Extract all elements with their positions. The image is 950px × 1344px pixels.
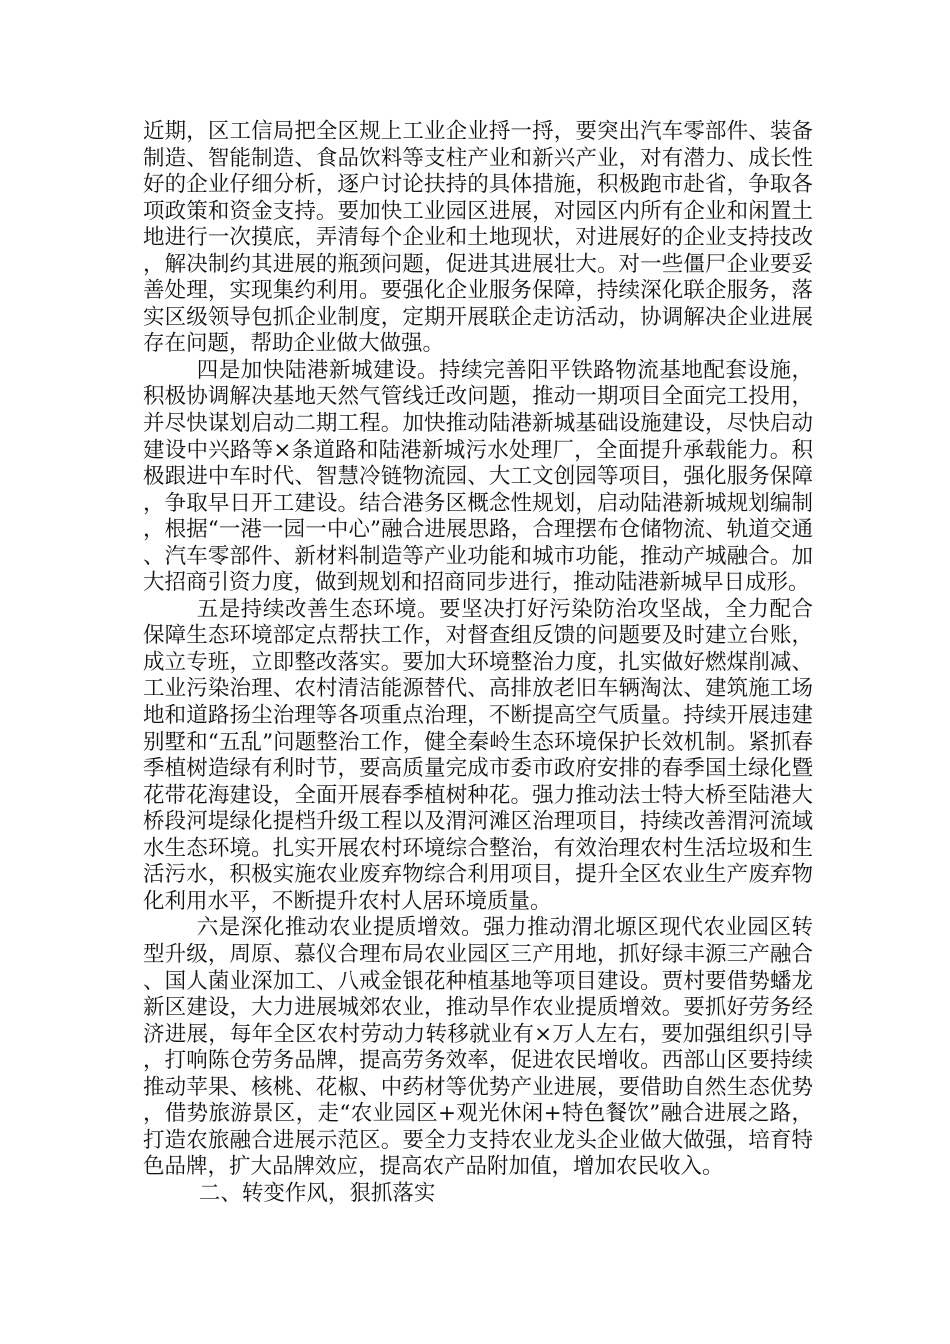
paragraph-land-port-new-city: 四是加快陆港新城建设。持续完善阳平铁路物流基地配套设施，积极协调解决基地天然气管线迁改问题，推动一期项目全面完工投用，并尽快谋划启动二期工程。加快推动陆港新城基础设施建设，尽快启动建设中兴路等×条道路和陆港新城污水处理厂，全面提升承载能力。积极跟进中车时代、智慧冷链物流园、大工文创园等项目，强化服务保障，争取早日开工建设。结合港务区概念性规划，启动陆港新城规划编制，根据“一港一园一中心”融合进展思路，合理摆布仓储物流、轨道交通、汽车零部件、新材料制造等产业功能和城市功能，推动产城融合。加大招商引资力度，做到规划和招商同步进行，推动陆港新城早日成形。 (143, 357, 813, 596)
paragraph-agriculture-upgrade: 六是深化推动农业提质增效。强力推动渭北塬区现代农业园区转型升级，周原、慕仪合理布局农业园区三产用地，抓好绿丰源三产融合、国人菌业深加工、八戒金银花种植基地等项目建设。贾村要借势蟠龙新区建设，大力进展城郊农业，推动旱作农业提质增效。要抓好劳务经济进展，每年全区农村劳动力转移就业有×万人左右，要加强组织引导，打响陈仓劳务品牌，提高劳务效率，促进农民增收。西部山区要持续推动苹果、核桃、花椒、中药材等优势产业进展，要借助自然生态优势，借势旅游景区，走“农业园区+观光休闲+特色餐饮”融合进展之路，打造农旅融合进展示范区。要全力支持农业龙头企业做大做强，培育特色品牌，扩大品牌效应，提高农产品附加值，增加农民收入。 (143, 915, 813, 1180)
document-body (143, 119, 813, 1207)
section-heading: 二、转变作风，狠抓落实 (198, 1180, 436, 1206)
paragraph-industrial-enterprises: 近期，区工信局把全区规上工业企业捋一捋，要突出汽车零部件、装备制造、智能制造、食品饮料等支柱产业和新兴产业，对有潜力、成长性好的企业仔细分析，逐户讨论扶持的具体措施，积极跑市赴省，争取各项政策和资金支持。要加快工业园区进展，对园区内所有企业和闲置土地进行一次摸底，弄清每个企业和土地现状，对进展好的企业支持技改，解决制约其进展的瓶颈问题，促进其进展壮大。对一些僵尸企业要妥善处理，实现集约利用。要强化企业服务保障，持续深化联企服务，落实区级领导包抓企业制度，定期开展联企走访活动，协调解决企业进展存在问题，帮助企业做大做强。 (143, 119, 813, 357)
paragraph-ecological-environment: 五是持续改善生态环境。要坚决打好污染防治攻坚战，全力配合保障生态环境部定点帮扶工作，对督查组反馈的问题要及时建立台账，成立专班，立即整改落实。要加大环境整治力度，扎实做好燃煤削减、工业污染治理、农村清洁能源替代、高排放老旧车辆淘汰、建筑施工场地和道路扬尘治理等各项重点治理，不断提高空气质量。持续开展违建别墅和“五乱”问题整治工作，健全秦岭生态环境保护长效机制。紧抓春季植树造绿有利时节，要高质量完成市委市政府安排的春季国土绿化暨花带花海建设，全面开展春季植树种花。强力推动法士特大桥至陆港大桥段河堤绿化提档升级工程以及渭河滩区治理项目，持续改善渭河流域水生态环境。扎实开展农村环境综合整治，有效治理农村生活垃圾和生活污水，积极实施农业废弃物综合利用项目，提升全区农业生产废弃物化利用水平，不断提升农村人居环境质量。 (143, 596, 813, 914)
